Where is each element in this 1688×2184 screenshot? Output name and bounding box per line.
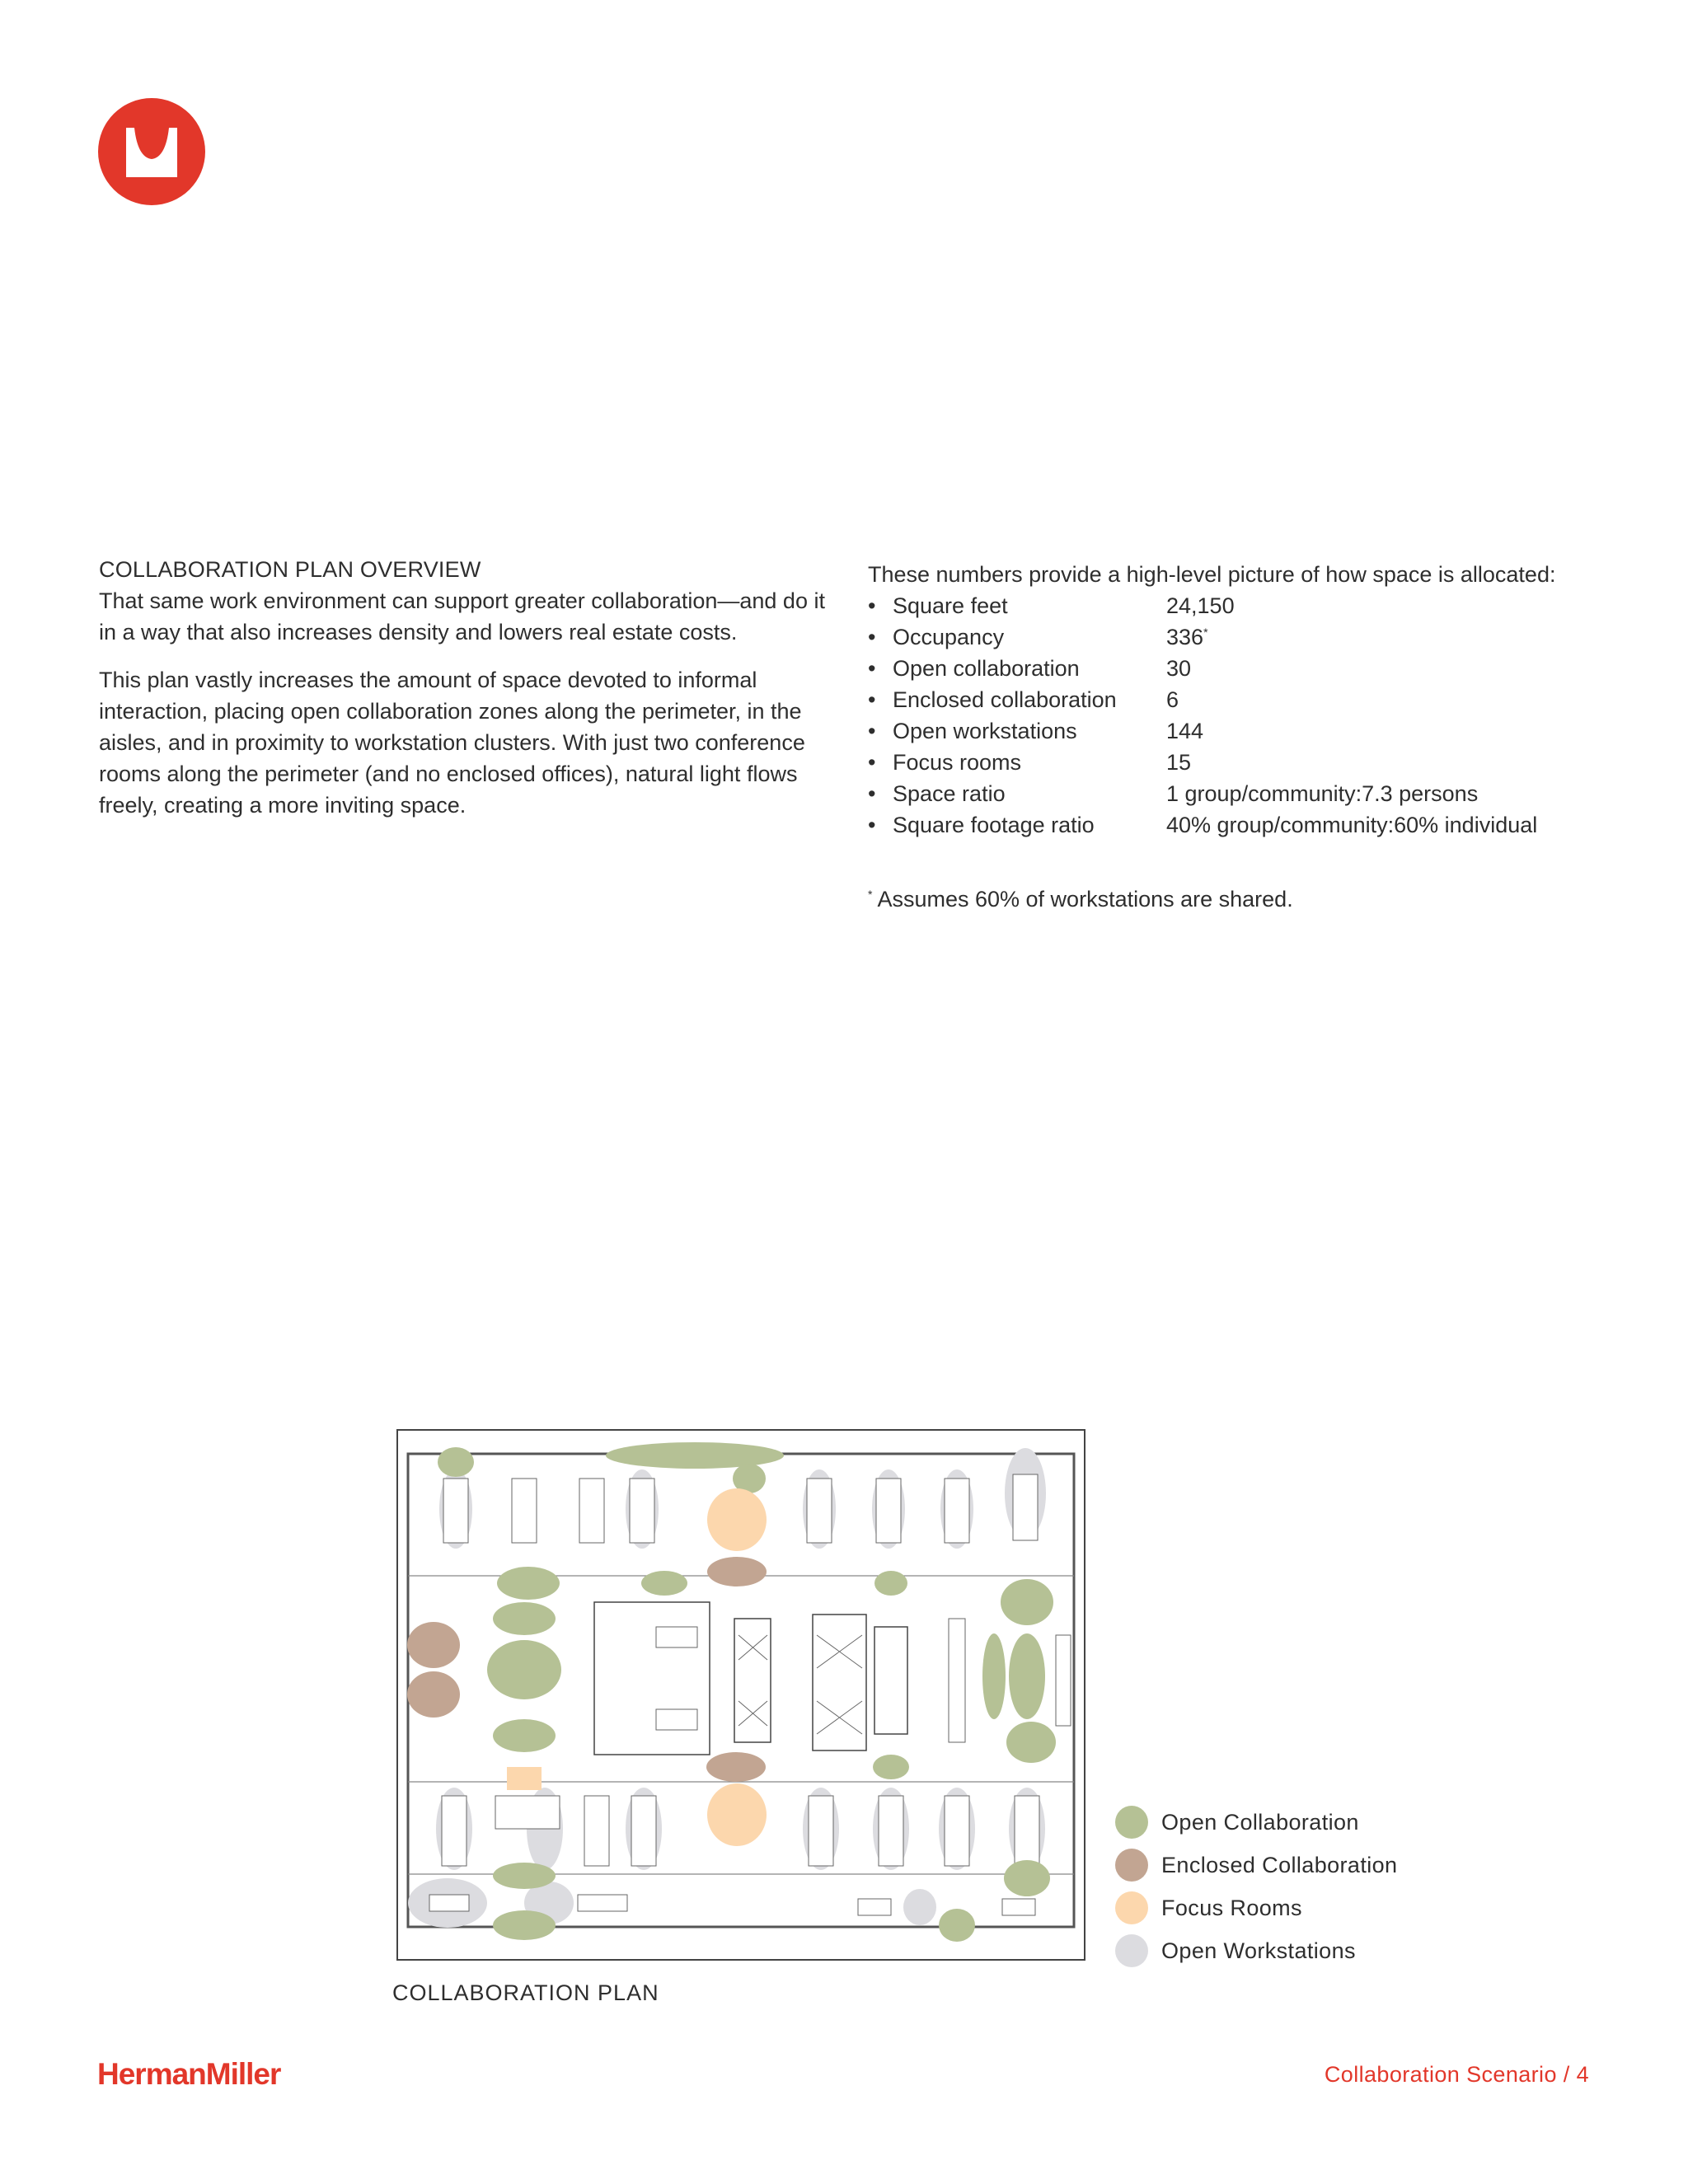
legend-swatch	[1115, 1934, 1148, 1967]
stat-row-open-workstations	[868, 715, 1610, 747]
legend-label: Focus Rooms	[1161, 1895, 1302, 1920]
legend-item-enclosed-collaboration	[1115, 1844, 1397, 1886]
collaboration-floor-plan	[396, 1429, 1085, 1961]
bullet: •	[868, 625, 876, 649]
bullet: •	[868, 656, 876, 681]
stat-row-square-footage-ratio	[868, 809, 1610, 841]
bullet: •	[868, 750, 876, 775]
stat-label: Enclosed collaboration	[893, 687, 1117, 712]
legend-label: Open Collaboration	[1161, 1809, 1359, 1835]
stat-row-space-ratio	[868, 778, 1610, 809]
legend-swatch	[1115, 1849, 1148, 1882]
stat-value-with-footnote	[1166, 621, 1610, 653]
stat-label: Square feet	[893, 593, 1008, 618]
footnote-marker: *	[868, 888, 873, 901]
stat-row-focus-rooms	[868, 747, 1610, 778]
stat-value: 24,150	[1166, 593, 1235, 618]
numbers-section	[868, 559, 1610, 915]
footnote	[868, 883, 1610, 915]
stat-label: Space ratio	[893, 781, 1006, 806]
numbers-intro: These numbers provide a high-level picture of how space is allocated:	[868, 562, 1556, 587]
stat-row-square-feet	[868, 590, 1610, 621]
legend-item-focus-rooms	[1115, 1886, 1397, 1929]
legend-label: Open Workstations	[1161, 1938, 1356, 1963]
legend-item-open-workstations	[1115, 1929, 1397, 1972]
overview-section	[99, 554, 841, 837]
stat-value: 15	[1166, 750, 1192, 775]
stat-label: Occupancy	[893, 625, 1005, 649]
stat-value: 144	[1166, 719, 1204, 743]
bullet: •	[868, 687, 876, 712]
page-label: Collaboration Scenario / 4	[1324, 2062, 1589, 2087]
brand-wordmark: HermanMiller	[97, 2057, 281, 2091]
overview-paragraph-2: This plan vastly increases the amount of space devoted to informal interaction, placing open collaboration zones along the perimeter, in the aisles, and in proximity to workstation clusters. With just two conference rooms along the perimeter (and no enclosed offices), natural light flows freely, creating a more inviting space.	[99, 668, 805, 818]
overview-heading: COLLABORATION PLAN OVERVIEW	[99, 557, 481, 582]
stat-row-open-collaboration	[868, 653, 1610, 684]
legend-swatch	[1115, 1891, 1148, 1924]
stat-value: 40% group/community:60% individual	[1166, 813, 1538, 837]
stat-value: 6	[1166, 687, 1179, 712]
footnote-marker: *	[1203, 626, 1208, 639]
bullet: •	[868, 813, 876, 837]
plan-caption: COLLABORATION PLAN	[392, 1980, 659, 2005]
legend-swatch	[1115, 1806, 1148, 1839]
bullet: •	[868, 719, 876, 743]
bullet: •	[868, 781, 876, 806]
stat-label: Open collaboration	[893, 656, 1080, 681]
herman-miller-logo-icon	[98, 98, 205, 205]
stat-row-occupancy	[868, 621, 1610, 653]
legend-item-open-collaboration	[1115, 1801, 1397, 1844]
legend-label: Enclosed Collaboration	[1161, 1852, 1398, 1877]
stat-label: Open workstations	[893, 719, 1077, 743]
plan-legend	[1115, 1801, 1397, 1972]
footnote-text: Assumes 60% of workstations are shared.	[872, 887, 1293, 912]
stat-value: 30	[1166, 656, 1192, 681]
bullet: •	[868, 593, 876, 618]
stat-row-enclosed-collaboration	[868, 684, 1610, 715]
stat-value: 1 group/community:7.3 persons	[1166, 781, 1479, 806]
stat-value: 336	[1166, 625, 1204, 649]
stat-label: Square footage ratio	[893, 813, 1095, 837]
stat-label: Focus rooms	[893, 750, 1022, 775]
overview-paragraph-1: That same work environment can support greater collaboration—and do it in a way that also increases density and lowers real estate costs.	[99, 588, 825, 644]
